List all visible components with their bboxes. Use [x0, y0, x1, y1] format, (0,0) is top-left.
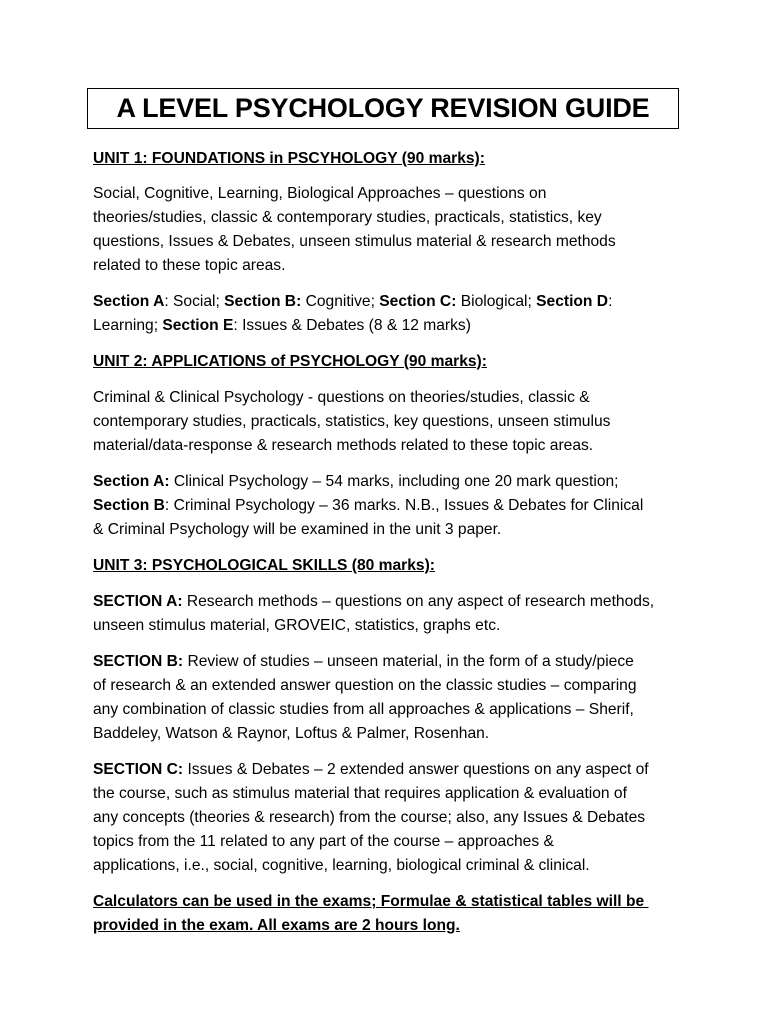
section-text: Research methods – questions on any aspect of research methods, — [182, 593, 655, 610]
section-text: Issues & Debates – 2 extended answer questions on any aspect of — [183, 761, 649, 778]
unit3-section-c-line: applications, i.e., social, cognitive, learning, biological criminal & clinical. — [93, 857, 590, 874]
unit3-heading: UNIT 3: PSYCHOLOGICAL SKILLS (80 marks): — [93, 557, 435, 574]
unit2-sections-line — [93, 470, 683, 494]
unit2-sections — [93, 470, 683, 542]
unit3-section-b-line: Baddeley, Watson & Raynor, Loftus & Palmer, Rosenhan. — [93, 725, 490, 742]
unit3-section-c-line: any concepts (theories & research) from the course; also, any Issues & Debates — [93, 809, 646, 826]
unit2-description-line: material/data-response & research methods related to these topic areas. — [93, 437, 594, 454]
unit3-section-c-line: topics from the 11 related to any part of the course – approaches & — [93, 833, 554, 850]
page-title: A LEVEL PSYCHOLOGY REVISION GUIDE — [116, 93, 650, 123]
unit1-sections — [93, 290, 683, 338]
section-label: SECTION C: — [93, 761, 184, 778]
unit2-description-line: Criminal & Clinical Psychology - questions on theories/studies, classic & — [93, 389, 590, 406]
unit2-description — [93, 386, 683, 458]
unit2-description-line: contemporary studies, practicals, statistics, key questions, unseen stimulus — [93, 413, 611, 430]
section-label: Section B: — [224, 293, 302, 310]
unit3-section-b — [93, 650, 683, 746]
unit3-section-a-line — [93, 590, 683, 614]
section-label: Section E — [162, 317, 234, 334]
section-label: SECTION B: — [93, 653, 184, 670]
section-label: SECTION A: — [93, 593, 183, 610]
section-text: Review of studies – unseen material, in the form of a study/piece — [183, 653, 634, 670]
section-text: Cognitive; — [301, 293, 380, 310]
section-label: Section C: — [379, 293, 457, 310]
unit3-section-b-line — [93, 650, 683, 674]
unit2-sections-line — [93, 494, 683, 518]
unit3-section-b-line: any combination of classic studies from all approaches & applications – Sherif, — [93, 701, 634, 718]
title-box — [87, 88, 679, 129]
unit2-sections-line: & Criminal Psychology will be examined in the unit 3 paper. — [93, 521, 502, 538]
unit1-description-line: related to these topic areas. — [93, 257, 286, 274]
unit1-sections-line — [93, 290, 683, 314]
section-label: Section A — [93, 293, 165, 310]
exam-note — [93, 890, 683, 938]
unit1-description-line: theories/studies, classic & contemporary studies, practicals, statistics, key — [93, 209, 602, 226]
exam-note-line: provided in the exam. All exams are 2 hours long. — [93, 917, 460, 934]
section-text: : Issues & Debates (8 & 12 marks) — [233, 317, 471, 334]
unit3-section-c — [93, 758, 683, 878]
section-text: Learning; — [93, 317, 163, 334]
unit1-description — [93, 182, 683, 278]
section-label: Section D — [536, 293, 609, 310]
unit3-section-c-line — [93, 758, 683, 782]
unit1-description-line: questions, Issues & Debates, unseen stimulus material & research methods — [93, 233, 616, 250]
unit1-heading: UNIT 1: FOUNDATIONS in PSCYHOLOGY (90 marks): — [93, 150, 485, 167]
section-text: Clinical Psychology – 54 marks, including one 20 mark question; — [169, 473, 619, 490]
section-label: Section A: — [93, 473, 170, 490]
unit3-section-c-line: the course, such as stimulus material that requires application & evaluation of — [93, 785, 627, 802]
section-text: : Criminal Psychology – 36 marks. N.B., Issues & Debates for Clinical — [164, 497, 644, 514]
section-text: : Social; — [164, 293, 225, 310]
unit1-description-line: Social, Cognitive, Learning, Biological Approaches – questions on — [93, 185, 547, 202]
unit3-section-a — [93, 590, 683, 638]
unit3-section-b-line: of research & an extended answer question on the classic studies – comparing — [93, 677, 637, 694]
unit2-heading: UNIT 2: APPLICATIONS of PSYCHOLOGY (90 marks): — [93, 353, 487, 370]
section-text: : — [608, 293, 613, 310]
section-label: Section B — [93, 497, 165, 514]
section-text: Biological; — [456, 293, 537, 310]
unit3-section-a-line: unseen stimulus material, GROVEIC, statistics, graphs etc. — [93, 617, 501, 634]
exam-note-line: Calculators can be used in the exams; Formulae & statistical tables will be — [93, 893, 649, 910]
unit1-sections-line — [93, 314, 683, 338]
